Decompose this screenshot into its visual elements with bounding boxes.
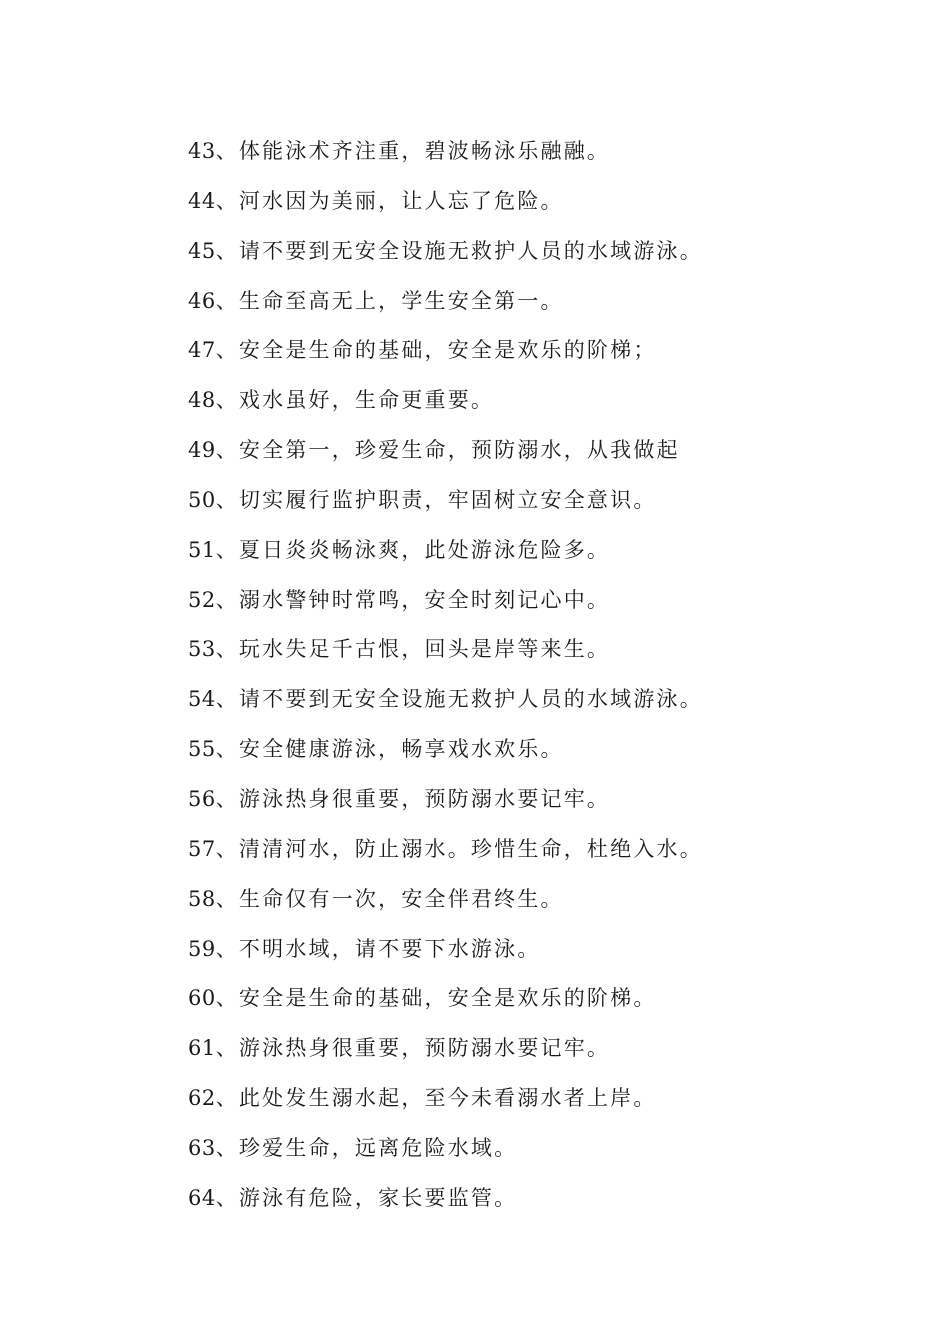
item-number: 49 [188,438,216,463]
item-text: 、切实履行监护职责，牢固树立安全意识。 [215,487,657,512]
list-item [188,136,888,186]
item-number: 50 [188,487,216,512]
item-number: 57 [188,836,216,861]
list-item [188,934,888,984]
item-number: 46 [188,288,216,313]
list-item [188,1133,888,1183]
item-text: 、安全是生命的基础，安全是欢乐的阶梯。 [215,986,657,1011]
list-item [188,435,888,485]
item-text: 、清清河水，防止溺水。珍惜生命，杜绝入水。 [215,836,703,861]
list-item [188,286,888,336]
item-text: 、不明水域，请不要下水游泳。 [215,936,541,961]
item-number: 48 [188,388,216,413]
item-text: 、安全第一，珍爱生命，预防溺水，从我做起 [215,438,680,463]
slogan-list [188,136,888,1233]
item-number: 61 [188,1036,216,1061]
item-number: 59 [188,936,216,961]
list-item [188,634,888,684]
list-item [188,983,888,1033]
item-number: 64 [188,1185,216,1210]
item-text: 、请不要到无安全设施无救护人员的水域游泳。 [215,687,703,712]
item-number: 56 [188,786,216,811]
list-item [188,485,888,535]
list-item [188,335,888,385]
item-text: 、游泳热身很重要，预防溺水要记牢。 [215,786,611,811]
item-text: 、溺水警钟时常鸣，安全时刻记心中。 [215,587,611,612]
list-item [188,784,888,834]
list-item [188,684,888,734]
item-number: 52 [188,587,216,612]
list-item [188,734,888,784]
item-number: 45 [188,238,216,263]
item-text: 、生命仅有一次，安全伴君终生。 [215,886,564,911]
item-text: 、此处发生溺水起，至今未看溺水者上岸。 [215,1086,657,1111]
item-number: 60 [188,986,216,1011]
item-text: 、安全是生命的基础，安全是欢乐的阶梯； [215,338,657,363]
item-number: 54 [188,687,216,712]
list-item [188,834,888,884]
item-number: 63 [188,1135,216,1160]
list-item [188,236,888,286]
item-text: 、夏日炎炎畅泳爽，此处游泳危险多。 [215,537,611,562]
item-number: 62 [188,1086,216,1111]
list-item [188,1033,888,1083]
item-text: 、珍爱生命，远离危险水域。 [215,1135,518,1160]
item-text: 、请不要到无安全设施无救护人员的水域游泳。 [215,238,703,263]
item-number: 58 [188,886,216,911]
item-number: 55 [188,737,216,762]
item-text: 、戏水虽好，生命更重要。 [215,388,495,413]
list-item [188,585,888,635]
item-number: 43 [188,139,216,163]
list-item [188,1083,888,1133]
item-text: 、游泳有危险，家长要监管。 [215,1185,518,1210]
list-item [188,1183,888,1233]
item-number: 44 [188,188,216,213]
list-item [188,385,888,435]
list-item [188,535,888,585]
item-number: 51 [188,537,216,562]
item-text: 、游泳热身很重要，预防溺水要记牢。 [215,1036,611,1061]
item-text: 、玩水失足千古恨，回头是岸等来生。 [215,637,611,662]
item-text: 、安全健康游泳，畅享戏水欢乐。 [215,737,564,762]
list-item [188,884,888,934]
item-text: 、生命至高无上，学生安全第一。 [215,288,564,313]
item-number: 53 [188,637,216,662]
item-text: 、河水因为美丽，让人忘了危险。 [215,188,564,213]
list-item [188,186,888,236]
item-text: 、体能泳术齐注重，碧波畅泳乐融融。 [215,139,611,163]
item-number: 47 [188,338,216,363]
